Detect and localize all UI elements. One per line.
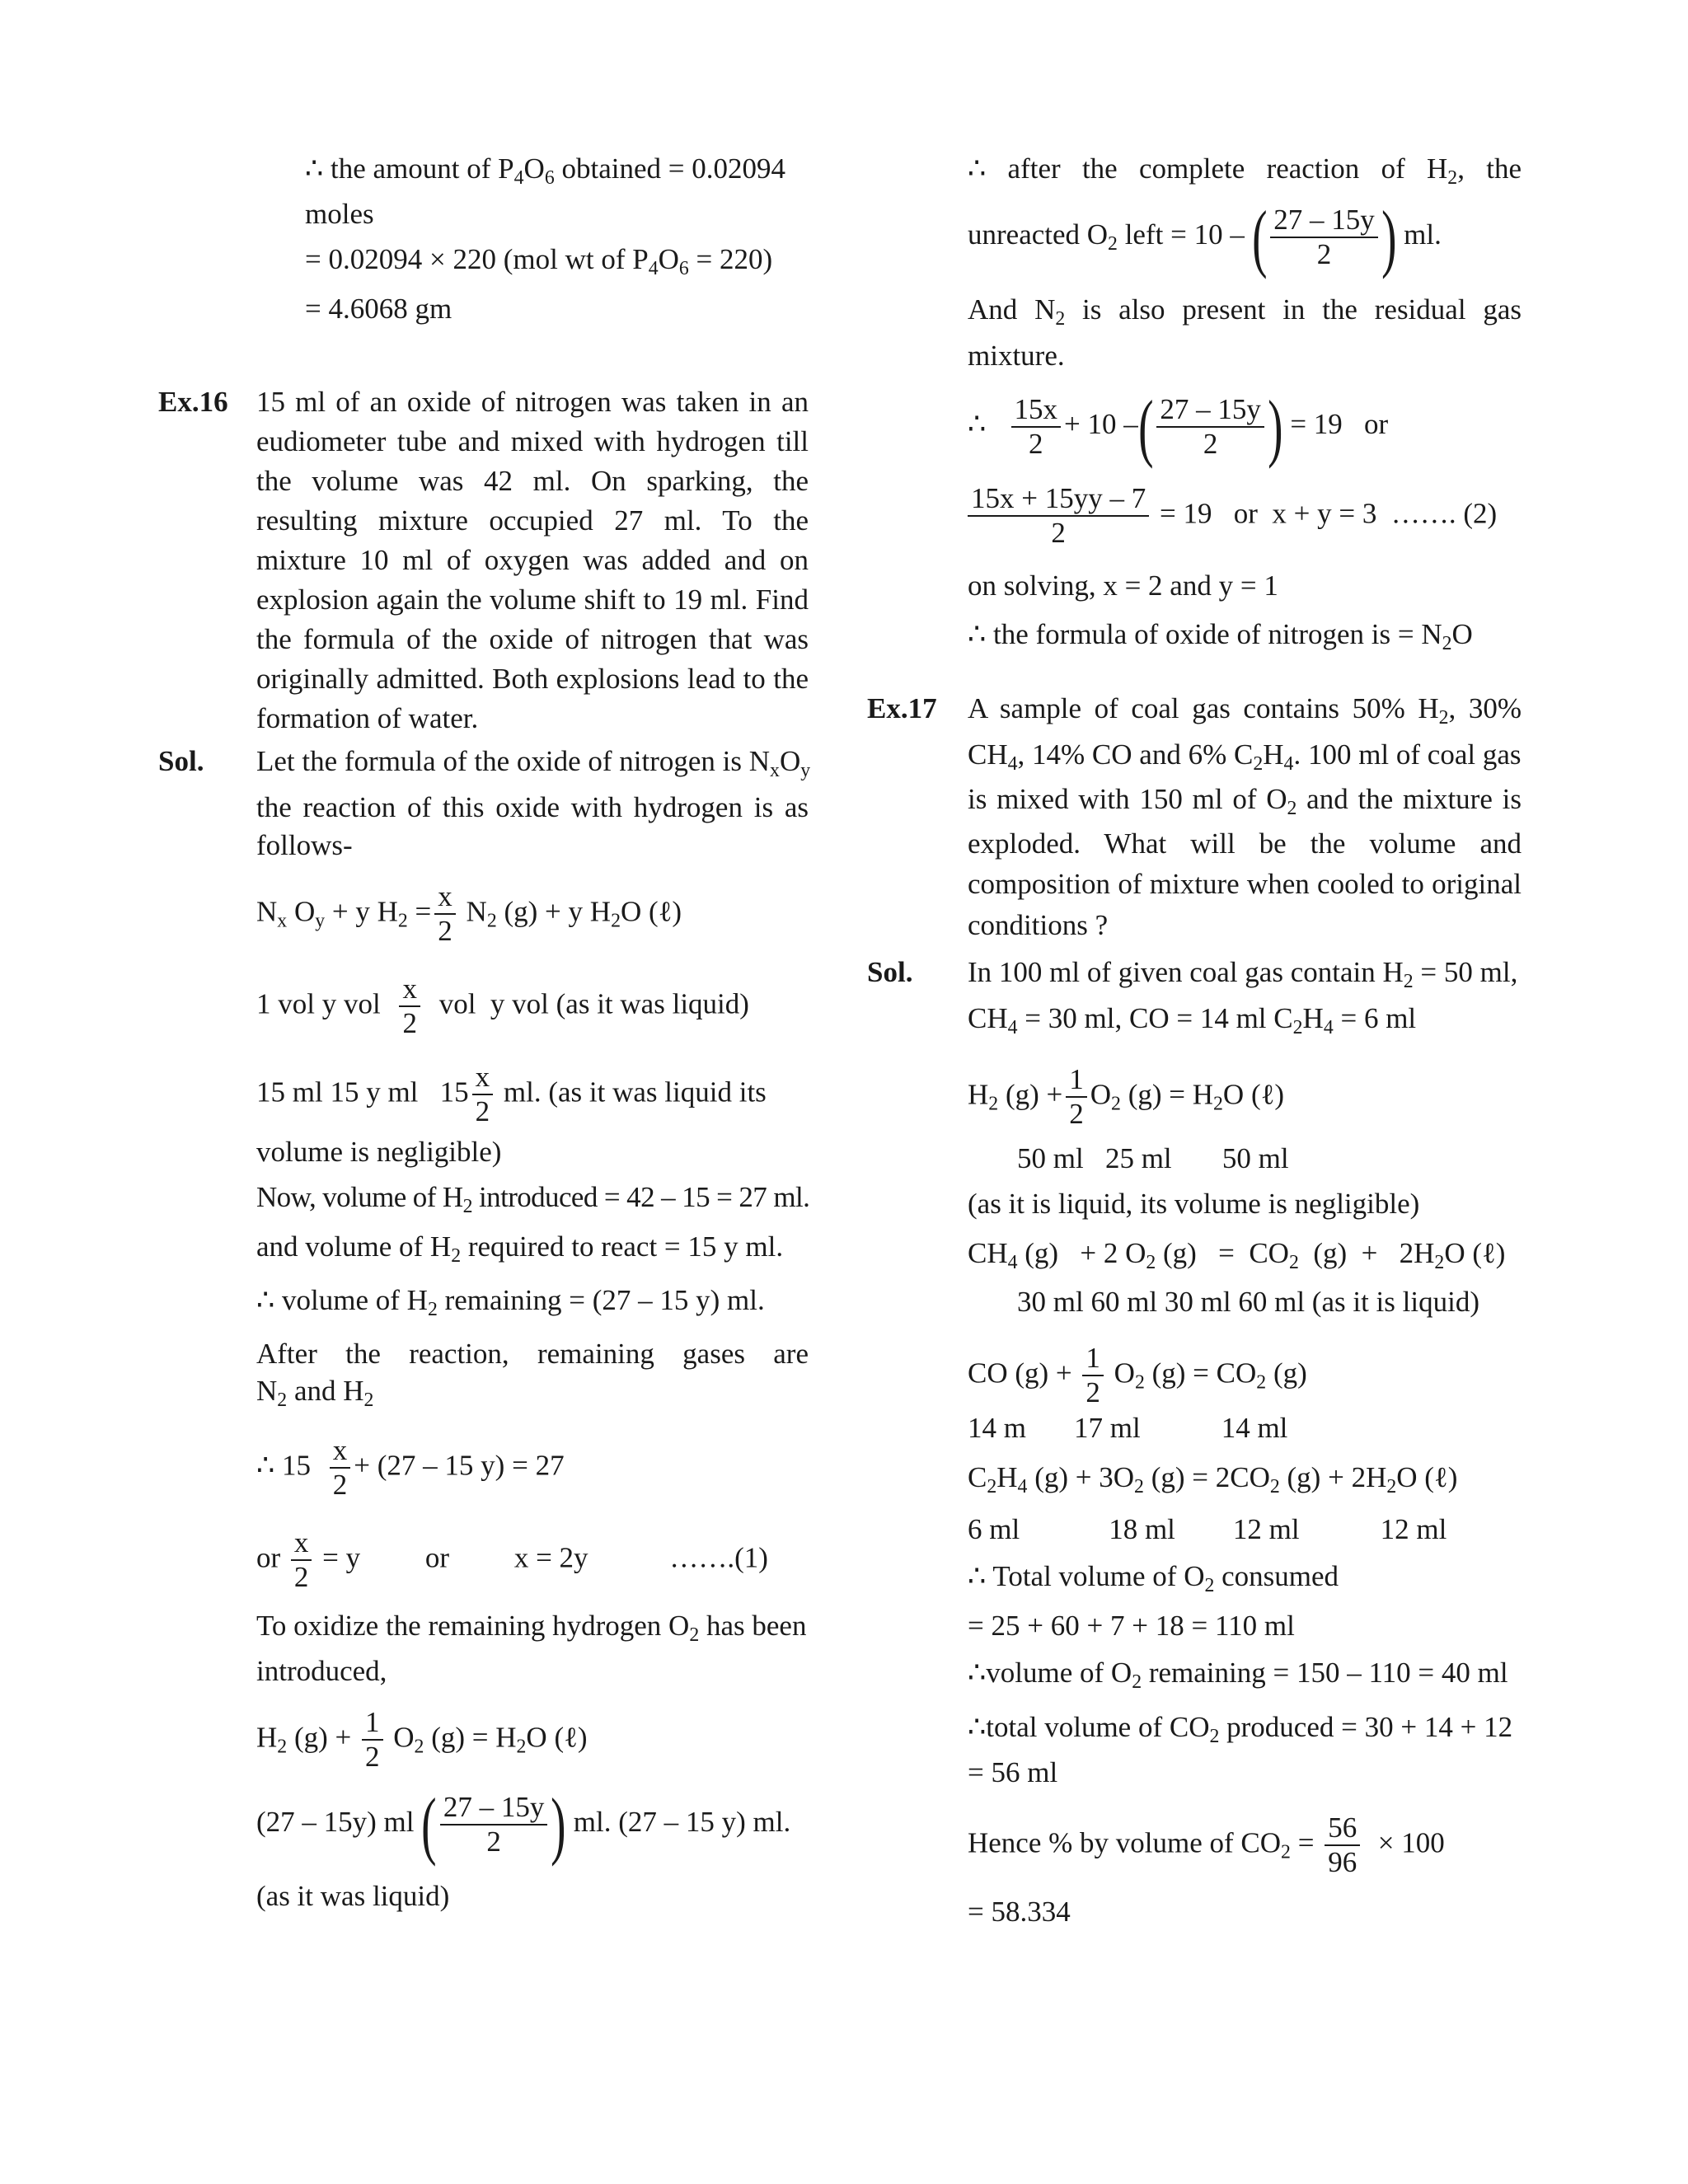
ex17-line: composition of mixture when cooled to original <box>968 868 1522 900</box>
sol16-formula-line: Let the formula of the oxide of nitrogen is $N_xO_y$ <box>256 745 811 782</box>
formula-result-line: ∴ the formula of oxide of nitrogen is = $N_2O$ <box>968 618 1473 655</box>
ex16-label: Ex.16 <box>158 386 228 418</box>
ex16-line: mixture 10 ml of oxygen was added and on <box>256 544 809 576</box>
equation-d-volumes: 6 ml 18 ml 12 ml 12 ml <box>968 1513 1447 1545</box>
n2-present-line: And $N_2$ is also present in the residual gas <box>968 293 1522 330</box>
oxidize-line: To oxidize the remaining hydrogen $O_2$ has been <box>256 1610 807 1647</box>
negligible-line: volume is negligible) <box>256 1136 502 1168</box>
total-o2-line: ∴ Total volume of $O_2$ consumed <box>968 1560 1339 1597</box>
ex17-label: Ex.17 <box>867 692 937 724</box>
introduced-line: introduced, <box>256 1655 387 1687</box>
equation-a-volumes: 50 ml 25 ml 50 ml <box>1017 1142 1289 1174</box>
equation-5: (27 – 15y) ml ( $\frac{27 - 15y}{2}$ ) ml. (27 – 15 y) ml. <box>256 1783 791 1867</box>
gm-result-line: = 4.6068 gm <box>305 293 452 325</box>
after-reaction-h2-line: ∴ after the complete reaction of $H_2$, the <box>968 152 1522 190</box>
ex16-line: 15 ml of an oxide of nitrogen was taken in an <box>256 386 809 418</box>
equation-b-volumes: 30 ml 60 ml 30 ml 60 ml (as it is liquid) <box>1017 1286 1479 1318</box>
ex16-line: formation of water. <box>256 702 479 734</box>
sol16-label: Sol. <box>158 745 204 777</box>
ex16-line: the formula of the oxide of nitrogen that was <box>256 623 809 655</box>
coal-gas-content-line-2: $CH_4 = 30$ ml, CO = 14 ml $C_2H_4 = 6$ ml <box>968 1002 1417 1039</box>
sol16-line: the reaction of this oxide with hydrogen is as <box>256 791 809 823</box>
equation-7: $\frac{15x + 15yy - 7}{2}$ = 19 or x + y = 3 ……. (2) <box>968 482 1497 551</box>
moles-line: moles <box>305 198 374 230</box>
ex16-line: originally admitted. Both explosions lead to the <box>256 663 809 695</box>
co2-total-line: = 56 ml <box>968 1756 1058 1788</box>
equation-6: ∴ $\frac{15x}{2}$ + 10 –( $\frac{27 - 15y}{2}$ ) = 19 or <box>968 385 1389 469</box>
negligible-note: (as it is liquid, its volume is negligible) <box>968 1188 1420 1220</box>
equation-2: ∴ 15 $\frac{x}{2}$ + (27 – 15 y) = 27 <box>256 1434 565 1502</box>
percent-co2-line: Hence % by volume of $CO_2$ = $\frac{56}{96}$ × 100 <box>968 1811 1445 1879</box>
equation-c-volumes: 14 m 17 ml 14 ml <box>968 1412 1288 1444</box>
ml-ratio-line: 15 ml 15 y ml 15 $\frac{x}{2}$ ml. (as it was liquid its <box>256 1061 767 1128</box>
h2-required-line: and volume of $H_2$ required to react = 15 y ml. <box>256 1230 784 1268</box>
equation-4: $H_2$ (g) + $\frac{1}{2}$ $O_2$ $(g) = H_2O$ (ℓ) <box>256 1706 588 1774</box>
o2-remaining-line: ∴volume of $O_2$ remaining = 150 – 110 = 40 ml <box>968 1657 1508 1694</box>
remaining-gases-line: $N_2$ and $H_2$ <box>256 1375 374 1412</box>
co2-produced-line: ∴total volume of $CO_2$ produced = 30 + 14 + 12 <box>968 1711 1513 1748</box>
ex16-line: the volume was 42 ml. On sparking, the <box>256 465 809 497</box>
ex17-line: is mixed with 150 ml of $O_2$ and the mixture is <box>968 783 1522 820</box>
as-liquid-line: (as it was liquid) <box>256 1880 450 1912</box>
reaction-equation-1: $N_x$ $O_y + y$ $H_2$ = $\frac{x}{2}$ $N_2$ (g) + y $H_2O$ (ℓ) <box>256 880 682 948</box>
ex17-line: $CH_4$, 14% CO and 6% $C_2H_4$. 100 ml of coal gas <box>968 738 1522 776</box>
unreacted-o2-line: unreacted $O_2$ left = 10 – ( $\frac{27 - 15y}{2}$ ) ml. <box>968 195 1442 279</box>
sol17-label: Sol. <box>867 956 913 988</box>
mixture-line: mixture. <box>968 340 1065 372</box>
ex17-line: A sample of coal gas contains 50% $H_2$, 30% <box>968 692 1522 729</box>
equation-d: $C_2H_4$ $(g) + 3O_2$ $(g) = 2CO_2$ $(g) + 2H_2O$ (ℓ) <box>968 1461 1458 1498</box>
ex16-line: explosion again the volume shift to 19 ml. Find <box>256 583 809 616</box>
equation-3: or $\frac{x}{2}$ = y or x = 2y …….(1) <box>256 1526 768 1594</box>
volume-ratio-line: 1 vol y vol $\frac{x}{2}$ vol y vol (as it was liquid) <box>256 972 749 1040</box>
mol-wt-line: = 0.02094 × 220 (mol wt of $P_4O_6 = 220$) <box>305 243 773 280</box>
ex17-line: exploded. What will be the volume and <box>968 827 1522 860</box>
equation-b: $CH_4$ (g) + 2 $O_2$ $(g) = CO_2$ $(g) + 2H_2O$ (ℓ) <box>968 1237 1506 1274</box>
sol16-line: follows- <box>256 829 353 861</box>
ex16-line: eudiometer tube and mixed with hydrogen till <box>256 425 809 457</box>
after-reaction-line: After the reaction, remaining gases are <box>256 1338 809 1370</box>
h2-remaining-line: ∴ volume of $H_2$ remaining = (27 – 15 y) ml. <box>256 1284 765 1321</box>
equation-c: CO (g) + $\frac{1}{2}$ $O_2$ $(g) = CO_2$ (g) <box>968 1342 1307 1409</box>
h2-introduced-line: Now, volume of $H_2$ introduced = 42 – 15 = 27 ml. <box>256 1181 810 1218</box>
ex16-line: resulting mixture occupied 27 ml. To the <box>256 504 809 537</box>
p4o6-amount-line: ∴ the amount of $P_4O_6$ obtained = 0.02094 <box>305 152 785 190</box>
o2-sum-line: = 25 + 60 + 7 + 18 = 110 ml <box>968 1610 1295 1642</box>
solving-line: on solving, x = 2 and y = 1 <box>968 569 1278 602</box>
equation-a: $H_2$ (g) + $\frac{1}{2}$ $O_2$ $(g) = H_2O$ (ℓ) <box>968 1063 1285 1131</box>
final-result-line: = 58.334 <box>968 1896 1071 1928</box>
coal-gas-content-line: In 100 ml of given coal gas contain $H_2 = 50$ ml, <box>968 956 1518 993</box>
ex17-line: conditions ? <box>968 909 1109 941</box>
